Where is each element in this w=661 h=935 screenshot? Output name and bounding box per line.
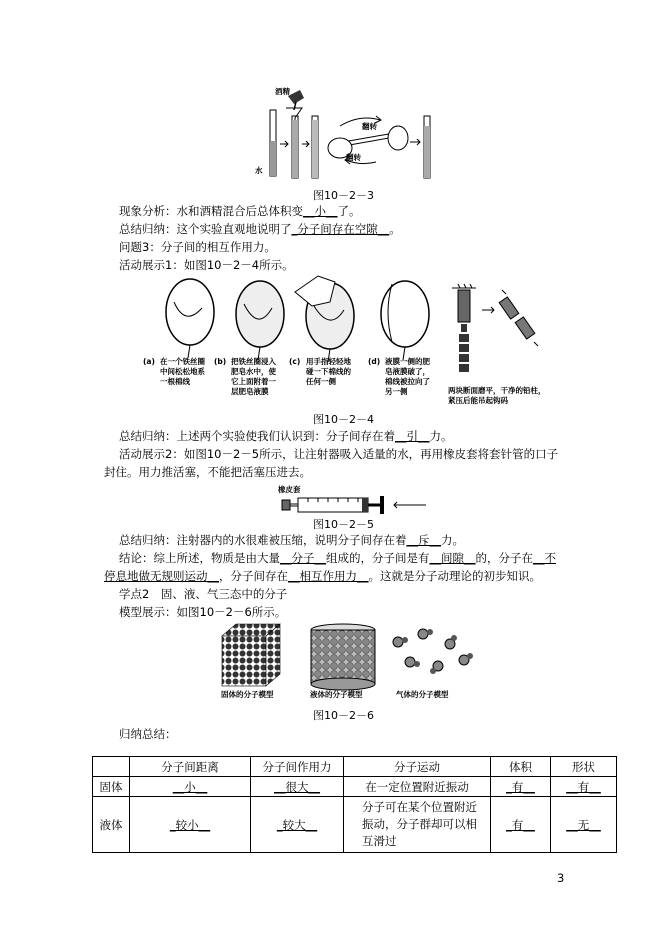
fig4-d-label: (d) bbox=[368, 357, 381, 366]
fig6-liquid-label: 液体的分子模型 bbox=[310, 690, 363, 699]
fig4-c-text: 用手指轻轻地碰一下棉线的任何一侧 bbox=[306, 357, 351, 386]
fig4-a-text: 在一个铁丝圈中间松松地系一根棉线 bbox=[160, 357, 205, 386]
fig4-b-label: (b) bbox=[214, 357, 227, 366]
table-cell: __小__ bbox=[130, 777, 251, 797]
figure-caption-10-2-6: 图10－2－6 bbox=[313, 709, 374, 722]
paragraph-conclusion-line-2: 停息地做无规则运动__，分子间存在__相互作用力__。这就是分子动理论的初步知识。 bbox=[104, 569, 541, 583]
paragraph-summary-3: 总结归纳：注射器内的水很难被压缩，说明分子间存在着__斥__力。 bbox=[119, 533, 464, 547]
table-cell: _有__ bbox=[491, 777, 551, 797]
label-invert-bottom: 翻转 bbox=[346, 153, 361, 162]
fig4-b-text: 把铁丝圈浸入肥皂水中，使它上面附着一层肥皂液膜 bbox=[231, 357, 276, 396]
label-alcohol: 酒精 bbox=[275, 87, 290, 96]
table-cell: __无__ bbox=[551, 797, 617, 853]
page-number: 3 bbox=[557, 871, 565, 885]
fig4-cylinder-text: 两块断面磨平，干净的铅柱，紧压后能吊起钩码 bbox=[448, 386, 546, 405]
label-water: 水 bbox=[255, 166, 263, 175]
fig6-gas-label: 气体的分子模型 bbox=[396, 690, 449, 699]
table-cell: _较大__ bbox=[251, 797, 344, 853]
figure-10-2-6-drawing bbox=[218, 622, 478, 692]
figure-10-2-3-drawing bbox=[250, 86, 440, 186]
paragraph-activity-2-line-2: 封住。用力推活塞，不能把活塞压进去。 bbox=[104, 465, 311, 479]
fig4-c-label: (c) bbox=[289, 357, 301, 366]
table-cell: 液体 bbox=[93, 797, 130, 853]
fig6-solid-label: 固体的分子模型 bbox=[221, 690, 274, 699]
summary-table bbox=[92, 756, 617, 853]
paragraph-activity-2-line-1: 活动展示2：如图10－2－5所示，让注射器吸入适量的水，再用橡皮套将套针管的口子 bbox=[119, 447, 559, 461]
fig5-label-rubber-cap: 橡皮套 bbox=[278, 485, 301, 494]
fig4-d-text: 液膜一侧的肥皂液膜破了，棉线被拉向了另一侧 bbox=[385, 357, 430, 396]
table-header-cell: 分子间作用力 bbox=[251, 757, 344, 777]
table-row bbox=[93, 797, 617, 853]
paragraph-activity-1: 活动展示1：如图10－2－4所示。 bbox=[119, 258, 294, 272]
figure-caption-10-2-3: 图10－2－3 bbox=[313, 189, 374, 202]
table-header-row bbox=[93, 757, 617, 777]
table-cell: _有__ bbox=[491, 797, 551, 853]
table-cell: 在一定位置附近振动 bbox=[344, 777, 491, 797]
paragraph-conclusion-line-1: 结论：综上所述，物质是由大量__分子__组成的，分子间是有__间隙__的，分子在__不 bbox=[119, 551, 556, 565]
paragraph-summary-2: 总结归纳：上述两个实验使我们认识到：分子间存在着__引__力。 bbox=[119, 429, 453, 443]
figure-caption-10-2-4: 图10－2－4 bbox=[313, 413, 374, 426]
paragraph-question-3: 问题3：分子间的相互作用力。 bbox=[119, 240, 276, 254]
fig4-a-label: (a) bbox=[143, 357, 155, 366]
table-header-cell: 分子间距离 bbox=[130, 757, 251, 777]
label-invert-top: 翻转 bbox=[362, 122, 377, 131]
paragraph-phenomenon: 现象分析：水和酒精混合后总体积变__小__了。 bbox=[119, 204, 361, 218]
table-cell: __有__ bbox=[551, 777, 617, 797]
table-cell: _较小__ bbox=[130, 797, 251, 853]
heading-point-2: 学点2 固、液、气三态中的分子 bbox=[119, 587, 288, 601]
table-row bbox=[93, 777, 617, 797]
table-cell: 分子可在某个位置附近振动，分子群却可以相互滑过 bbox=[344, 797, 491, 853]
table-cell: __很大__ bbox=[251, 777, 344, 797]
table-header-cell: 分子运动 bbox=[344, 757, 491, 777]
table-header-cell: 形状 bbox=[551, 757, 617, 777]
paragraph-model: 模型展示：如图10－2－6所示。 bbox=[119, 605, 287, 619]
paragraph-summary-1: 总结归纳：这个实验直观地说明了_分子间存在空隙__。 bbox=[119, 222, 401, 236]
table-header-cell: 体积 bbox=[491, 757, 551, 777]
paragraph-induce: 归纳总结： bbox=[119, 727, 177, 741]
figure-caption-10-2-5: 图10－2－5 bbox=[313, 518, 374, 531]
table-cell: 固体 bbox=[93, 777, 130, 797]
table-header-cell bbox=[93, 757, 130, 777]
